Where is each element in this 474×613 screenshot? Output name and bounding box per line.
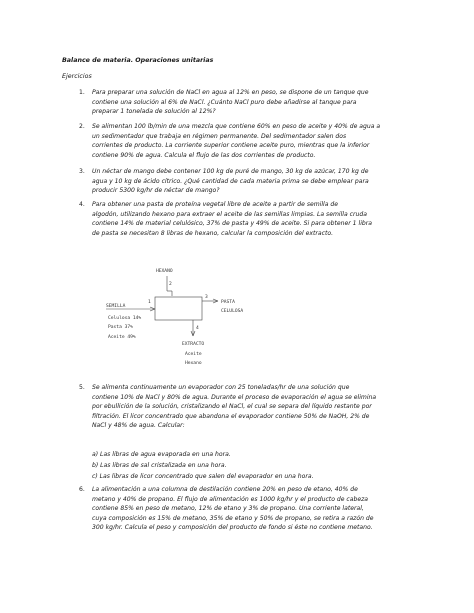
extractor-unit [155, 297, 202, 320]
exercise-number: 5. [79, 384, 85, 391]
subitem-b: b) Las libras de sal cristalizada en una hora. [92, 462, 227, 469]
exercise-5 [79, 383, 412, 431]
exercise-line: filtración. El licor concentrado que abandona el evaporador contiene 50% de NaOH, 2% de [92, 412, 370, 420]
exercise-line: producir 5300 kg/hr de néctar de mango? [92, 187, 220, 194]
exercise-line: cuya composición es 15% de metano, 35% de etano y 50% de propano, se retira a razón de [92, 514, 374, 522]
exercise-number: 1. [79, 89, 85, 96]
exercise-line: Para obtener una pasta de proteína vegetal libre de aceite a partir de semilla de [92, 201, 339, 208]
diagram-label-semilla: SEMILLA [106, 304, 126, 309]
exercise-line: de pasta se necesitan 8 libras de hexano, calcular la composición del extracto. [92, 229, 334, 237]
diagram-label-extracto: EXTRACTO [182, 342, 205, 347]
exercise-6 [79, 485, 412, 533]
exercise-line: agua y 10 kg de ácido cítrico. ¿Qué cantidad de cada materia prima se debe emplear para [92, 177, 369, 185]
exercise-number: 3. [79, 168, 85, 175]
exercise-line: Para preparar una solución de NaCl en agua al 12% en peso, se dispone de un tanque que [92, 89, 369, 96]
exercise-line: contiene 14% de material celulósico, 37% de pasta y 49% de aceite. Si para obtener 1 libra [92, 220, 372, 227]
stream-number-4: 4 [196, 326, 199, 331]
diagram-label-celulosa: CELULOSA [221, 309, 244, 314]
diagram-label-hexano: HEXANO [156, 269, 173, 274]
extracto-hexano: Hexano [185, 361, 202, 366]
exercise-line: Se alimenta continuamente un evaporador con 25 toneladas/hr de una solución que [92, 384, 350, 391]
document-title: Balance de materia. Operaciones unitarias [62, 57, 214, 64]
exercise-number: 6. [79, 486, 85, 493]
stream-number-3: 3 [205, 295, 208, 300]
feed-aceite: Aceite 49% [108, 335, 136, 340]
exercise-line: La alimentación a una columna de destilación contiene 20% en peso de etano, 40% de [92, 486, 358, 493]
feed-celulosa: Celulosa 14% [108, 316, 142, 321]
exercise-line: contiene 85% en peso de metano, 12% de etano y 3% de propano. Una corriente lateral, [92, 505, 364, 512]
exercise-line: NaCl y 48% de agua. Calcular: [92, 422, 185, 429]
feed-pasta: Pasta 37% [108, 325, 133, 330]
exercise-line: Un néctar de mango debe contener 100 kg de puré de mango, 30 kg de azúcar, 170 kg de [92, 168, 369, 175]
diagram-label-pasta: PASTA [221, 300, 235, 305]
section-subtitle: Ejercicios [62, 73, 92, 80]
exercise-number: 2. [79, 123, 85, 130]
exercise-line: algodón, utilizando hexano para extraer el aceite de las semillas limpias. La semilla cruda [92, 210, 367, 218]
exercise-line: Se alimentan 100 lb/min de una mezcla que contiene 60% en peso de aceite y 40% de agua a [92, 123, 381, 130]
subitem-c: c) Las libras de licor concentrado que salen del evaporador en una hora. [92, 473, 314, 480]
exercise-line: contiene 90% de agua. Calcula el flujo de las dos corrientes de producto. [92, 151, 316, 159]
exercise-number: 4. [79, 201, 85, 208]
exercise-line: contiene una solución al 6% de NaCl. ¿Cuánto NaCl puro debe añadirse al tanque para [92, 98, 357, 106]
stream-number-1: 1 [148, 300, 151, 305]
exercise-line: preparar 1 tonelada de solución al 12%? [92, 108, 216, 115]
subitem-a: a) Las libras de agua evaporada en una hora. [92, 451, 231, 458]
exercise-line: corrientes de producto. La corriente superior contiene aceite puro, mientras que la inferior [92, 142, 370, 149]
exercise-line: contiene 10% de NaCl y 80% de agua. Durante el proceso de evaporación el agua se elimina [92, 393, 377, 401]
exercise-line: un sedimentador que trabaja en régimen permanente. Del sedimentador salen dos [92, 132, 347, 140]
exercise-line: metano y 40% de propano. El flujo de alimentación es 1000 kg/hr y el producto de cabeza [92, 495, 369, 503]
exercise-line: por ebullición de la solución, cristalizando el NaCl, el cual se separa del líquido restante por [92, 403, 372, 410]
exercise-line: 300 kg/hr. Calcula el peso y composición del producto de fondo si éste no contiene metano. [92, 524, 373, 531]
stream-number-2: 2 [169, 282, 172, 287]
extracto-aceite: Aceite [185, 352, 202, 357]
